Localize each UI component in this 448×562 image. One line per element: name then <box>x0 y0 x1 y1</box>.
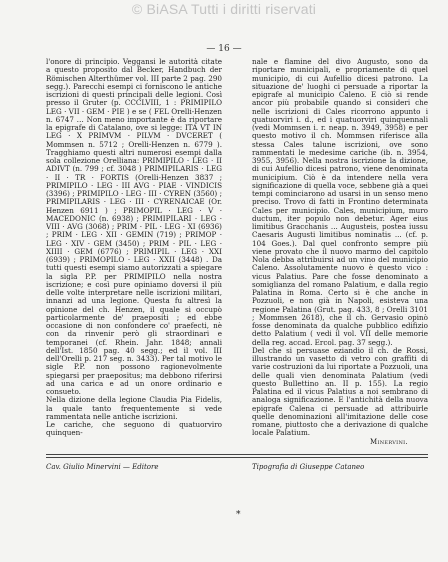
paragraph: nale e flamine del divo Augusto, sono da riportare municipali, e propriamente di quel municipio, di cui Aufellio dicesi patrono. La situazione de' luoghi ci persuade a riportar la epigrafe al municipio Caleno. E ciò si rende ancor più probabile quando si consideri che nelle iscrizioni di Cales ricorrono appunto i quatuorviri i. d., ed i quatuorviri quinquennali (vedi Mommsen i. r. neap. n. 3949, 3958) e per questo motivo il ch. Mommsen riferisce alla stessa Cales talune iscrizioni, ove sono rammentati le medesime cariche (ib. n. 3954, 3955, 3956). Nella nostra iscrizione la dizione, di cui Aufellio dicesi patrono, viene denominata municipium. Ciò è da intendere nella vera significazione di quella voce, sebbene già a quei tempi cominciarono ad usarsi in un senso meno preciso. Trovo di fatti in Frontino determinata Cales per municipio. Cales, municipium, muro ductum, iter populo non debetur. Ager eius limitibus Gracchanis ... Augusteis, postea iussu Caesaris Augusti limitibus nominatis ... (cf. p. 104 Goes.). Dal quel confronto sempre più viene provato che il nuovo marmo del capitolo Nola debba attribuirsi ad un vino del municipio Caleno. Assolutamente nuovo è questo vico : vicus Palatius. Pare che fosse denominato a somiglianza del romano Palatium, e dalla regio Palatina in Roma. Certo si è che anche in Pozzuoli, e non già in Napoli, esisteva una regione Palatina (Grut. pag. 433, 8 ; Orelli 3101 ; Mommsen 2618), che il ch. Gervasio opinò fosse denominata da qualche pubblico edifizio detto Palatium ( vedi il vol. VII delle memorie della reg. accad. Ercol. pag. 37 segg.). <box>252 58 428 347</box>
footer-divider <box>46 454 428 455</box>
paragraph: l'onore di principio. Veggansi le autorità citate a questo proposito dal Becker, Handbuch der Römischen Alterthümer vol. III parte 2 pag. 290 segg.). Parecchi esempi ci forniscono le antiche iscrizioni di questi principali delle legioni. Così presso il Gruter (p. CCCLVIII, 1 : PRIMIPILO LEG · VII · GEM · PIE ) e se ( FEL Orelli-Henzen n. 6747 … Non meno importante è da riportare la epigrafe di Catalano, ove si legge: ITA VT IN LEG · X PRIMVM · PILVM · DVCERET ( Mommsen n. 5712 ; Orelli-Henzen n. 6779 ). Tragghiamo questi altri numerosi esempi dalla sola collezione Orelliana: PRIMIPILO · LEG · II ADIVT (n. 799 ; cf. 3048 ) PRIMIPILARIS · LEG · II · TR · FORTIS (Orelli-Henzen 3837 ; PRIMIPILO · LEG · III AVG · PIAE · VINDICIS (3396) ; PRIMIPILO · LEG · III · CYREN (3560) ; PRIMIPILARIS · LEG · III · CYRENAICAE (Or. Henzen 6911 ) ; PRIMOPIL · LEG · V · MACEDONIC (n. 6938) ; PRIMIPILARI · LEG · VIII · AVG (3068) ; PRIM · PIL · LEG · XI (6936) ; PRIM · LEG · XII · GEMIN (719) ; PRIMOP · LEG · XIV · GEM (3450) ; PRIM · PIL · LEG · XIIII · GEM (6776) ; PRIMIPIL · LEG · XXI (6939) ; PRIMOPILO · LEG · XXII (3448) . Da tutti questi esempi siamo autorizzati a spiegare la sigla P.P. per PRIMIPILO nella nostra iscrizione; e così pure opiniamo doversi il più delle volte interpretare nelle iscrizioni militari, innanzi ad una legione. Questa fu altresì la opinione del ch. Henzen, il quale si occupò particolarmente de' praepositi ; ed ebbe occasione di non confondere co' praefecti, nè con da rinvenir però gli straordinari e temporanei (cf. Rhein. Jahr. 1848; annali dell'Ist. 1850 pag. 40 segg.; ed il vol. III dell'Orelli p. 217 seg. n. 3433). Per tal motivo le sigle P.P. non possono ragionevolmente spiegarsi per praepositus; ma debbono riferirsi ad una carica e ad un onore ordinario e consueto. <box>46 58 222 396</box>
author-signature: Minervini. <box>370 438 408 446</box>
watermark: © BiASA Tutti i diritti riservati <box>131 1 317 17</box>
ink-mark: * <box>236 510 241 520</box>
right-column <box>252 58 428 450</box>
paragraph: Del che si persuase eziandio il ch. de Rossi, illustrando un vasetto di vetro con graffiti di varie costruzioni da lui riportate a Pozzuoli, una delle quali vien denominata Palatium (vedi questo Bullettino an. II p. 155). La regio Palatina ed il vicus Palatius a noi sembrano di analoga significazione. E l'antichità della nuova epigrafe Calena ci persuade ad attribuirle quelle denominazioni all'imitazione delle cose romane, piuttosto che a derivazione di qualche locale Palatium. <box>252 345 428 438</box>
left-column <box>46 58 222 450</box>
footer-divider <box>46 457 428 458</box>
page-number: — 16 — <box>206 44 242 54</box>
publisher-credit: Cav. Giulio Minervini — Editore <box>46 463 159 471</box>
printer-credit: Tipografia di Giuseppe Cataneo <box>252 463 365 471</box>
paragraph: Le cariche, che seguono di quatuorviro quinquen- <box>46 420 222 438</box>
paragraph: Nella dizione della legione Claudia Pia Fidelis, la quale tanto frequentemente si vede rammentata nelle antiche iscrizioni. <box>46 395 222 421</box>
